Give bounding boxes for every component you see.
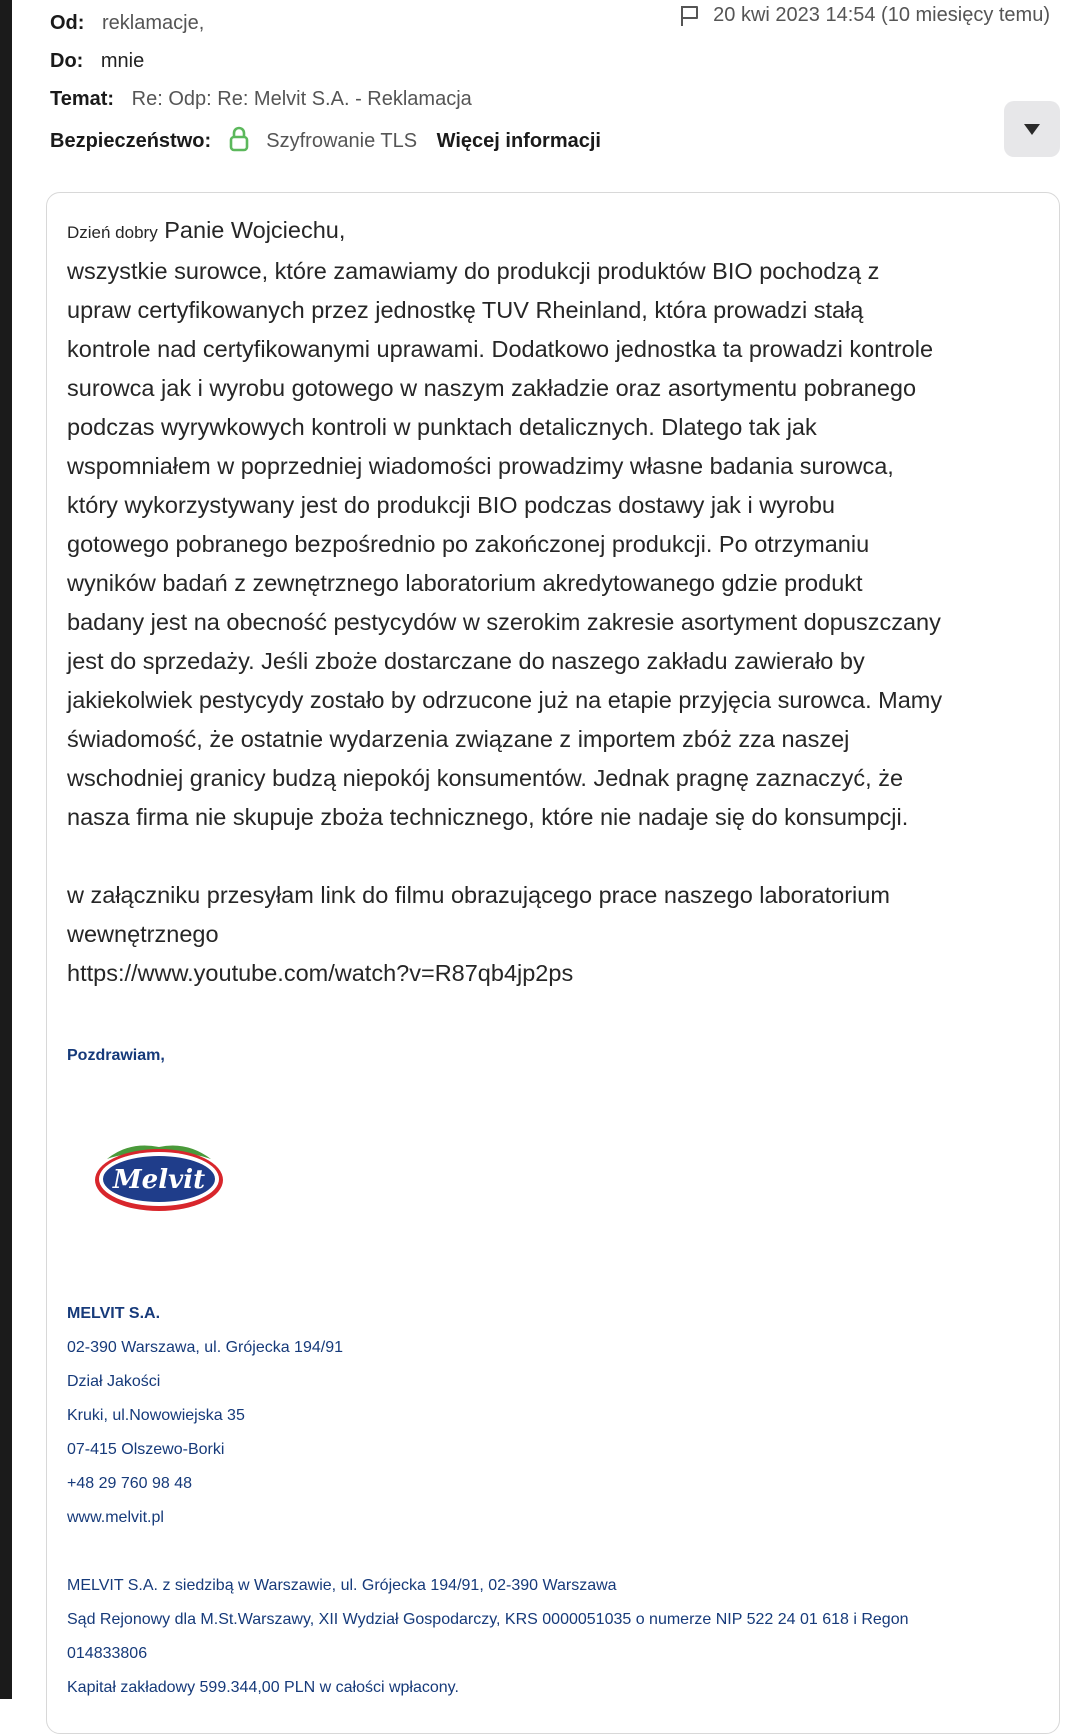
left-edge-bar <box>0 0 12 1699</box>
chevron-down-icon <box>1023 122 1041 136</box>
legal-line: 014833806 <box>67 1645 148 1662</box>
body-line: gotowego pobranego bezpośrednio po zakończonej produkcji. Po otrzymaniu <box>67 531 870 557</box>
svg-text:Melvit: Melvit <box>112 1165 206 1195</box>
signature-website[interactable]: www.melvit.pl <box>67 1509 164 1526</box>
expand-button[interactable] <box>1004 101 1060 157</box>
from-row <box>50 12 204 35</box>
signature-company: MELVIT S.A. <box>67 1305 161 1322</box>
to-value[interactable]: mnie <box>100 50 145 72</box>
email-header <box>50 0 1060 185</box>
legal-footer <box>67 1569 1052 1705</box>
melvit-logo <box>89 1133 229 1213</box>
signature-branch-city: 07-415 Olszewo-Borki <box>67 1441 225 1458</box>
body-line: nasza firma nie skupuje zboża technicznego, które nie nadaje się do konsumpcji. <box>67 804 909 830</box>
body-line: kontrole nad certyfikowanymi uprawami. Dodatkowo jednostka ta prowadzi kontrole <box>67 336 934 362</box>
body-line: badany jest na obecność pestycydów w szerokim zakresie asortyment dopuszczany <box>67 609 941 635</box>
subject-row <box>50 88 472 111</box>
more-info-link[interactable]: Więcej informacji <box>436 130 601 152</box>
security-label: Bezpieczeństwo: <box>50 130 212 152</box>
body-line: jest do sprzedaży. Jeśli zboże dostarczane do naszego zakładu zawierało by <box>67 648 865 674</box>
signature-department: Dział Jakości <box>67 1373 161 1390</box>
subject-value: Re: Odp: Re: Melvit S.A. - Reklamacja <box>131 88 472 110</box>
to-row <box>50 50 144 73</box>
security-row <box>50 126 601 153</box>
body-line: świadomość, że ostatnie wydarzenia związane z importem zbóż zza naszej <box>67 726 850 752</box>
body-line: wszystkie surowce, które zamawiamy do produkcji produktów BIO pochodzą z <box>67 258 880 284</box>
message-body <box>46 192 1060 1734</box>
body-line: wspomniałem w poprzedniej wiadomości prowadzimy własne badania surowca, <box>67 453 894 479</box>
security-value: Szyfrowanie TLS <box>266 130 418 152</box>
attachment-line: wewnętrznego <box>67 921 219 947</box>
email-date: 20 kwi 2023 14:54 (10 miesięcy temu) <box>713 4 1050 26</box>
to-label: Do: <box>50 50 84 72</box>
signature-address: 02-390 Warszawa, ul. Grójecka 194/91 <box>67 1339 343 1356</box>
flag-icon[interactable] <box>679 5 701 27</box>
lock-icon <box>229 126 249 152</box>
date-area <box>679 4 1050 27</box>
greeting <box>67 211 1052 252</box>
body-line: upraw certyfikowanych przez jednostkę TUV Rheinland, która prowadzi stałą <box>67 297 864 323</box>
greeting-small: Dzień dobry <box>67 223 158 242</box>
body-line: surowca jak i wyrobu gotowego w naszym zakładzie oraz asortymentu pobranego <box>67 375 917 401</box>
from-value[interactable]: reklamacje, <box>102 12 205 34</box>
signature-branch-street: Kruki, ul.Nowowiejska 35 <box>67 1407 245 1424</box>
greeting-name: Panie Wojciechu, <box>164 217 346 243</box>
legal-line: MELVIT S.A. z siedzibą w Warszawie, ul. Grójecka 194/91, 02-390 Warszawa <box>67 1577 617 1594</box>
signature <box>67 1297 1052 1535</box>
signature-phone[interactable]: +48 29 760 98 48 <box>67 1475 193 1492</box>
body-line: wyników badań z zewnętrznego laboratorium akredytowanego gdzie produkt <box>67 570 863 596</box>
video-link[interactable]: https://www.youtube.com/watch?v=R87qb4jp2ps <box>67 960 574 986</box>
message-content <box>67 211 1052 1705</box>
body-line: jakiekolwiek pestycydy zostało by odrzucone już na etapie przyjęcia surowca. Mamy <box>67 687 943 713</box>
body-line: podczas wyrywkowych kontroli w punktach detalicznych. Dlatego tak jak <box>67 414 817 440</box>
body-line: wschodniej granicy budzą niepokój konsumentów. Jednak pragnę zaznaczyć, że <box>67 765 904 791</box>
subject-label: Temat: <box>50 88 115 110</box>
legal-line: Kapitał zakładowy 599.344,00 PLN w całości wpłacony. <box>67 1679 459 1696</box>
attachment-line: w załączniku przesyłam link do filmu obrazującego prace naszego laboratorium <box>67 882 890 908</box>
body-line: który wykorzystywany jest do produkcji BIO podczas dostawy jak i wyrobu <box>67 492 835 518</box>
legal-line: Sąd Rejonowy dla M.St.Warszawy, XII Wydział Gospodarczy, KRS 0000051035 o numerze NIP 522 24 01 618 i Regon <box>67 1611 909 1628</box>
regards-text: Pozdrawiam, <box>67 1047 165 1064</box>
paragraph-spacer <box>67 837 1052 876</box>
from-label: Od: <box>50 12 85 34</box>
